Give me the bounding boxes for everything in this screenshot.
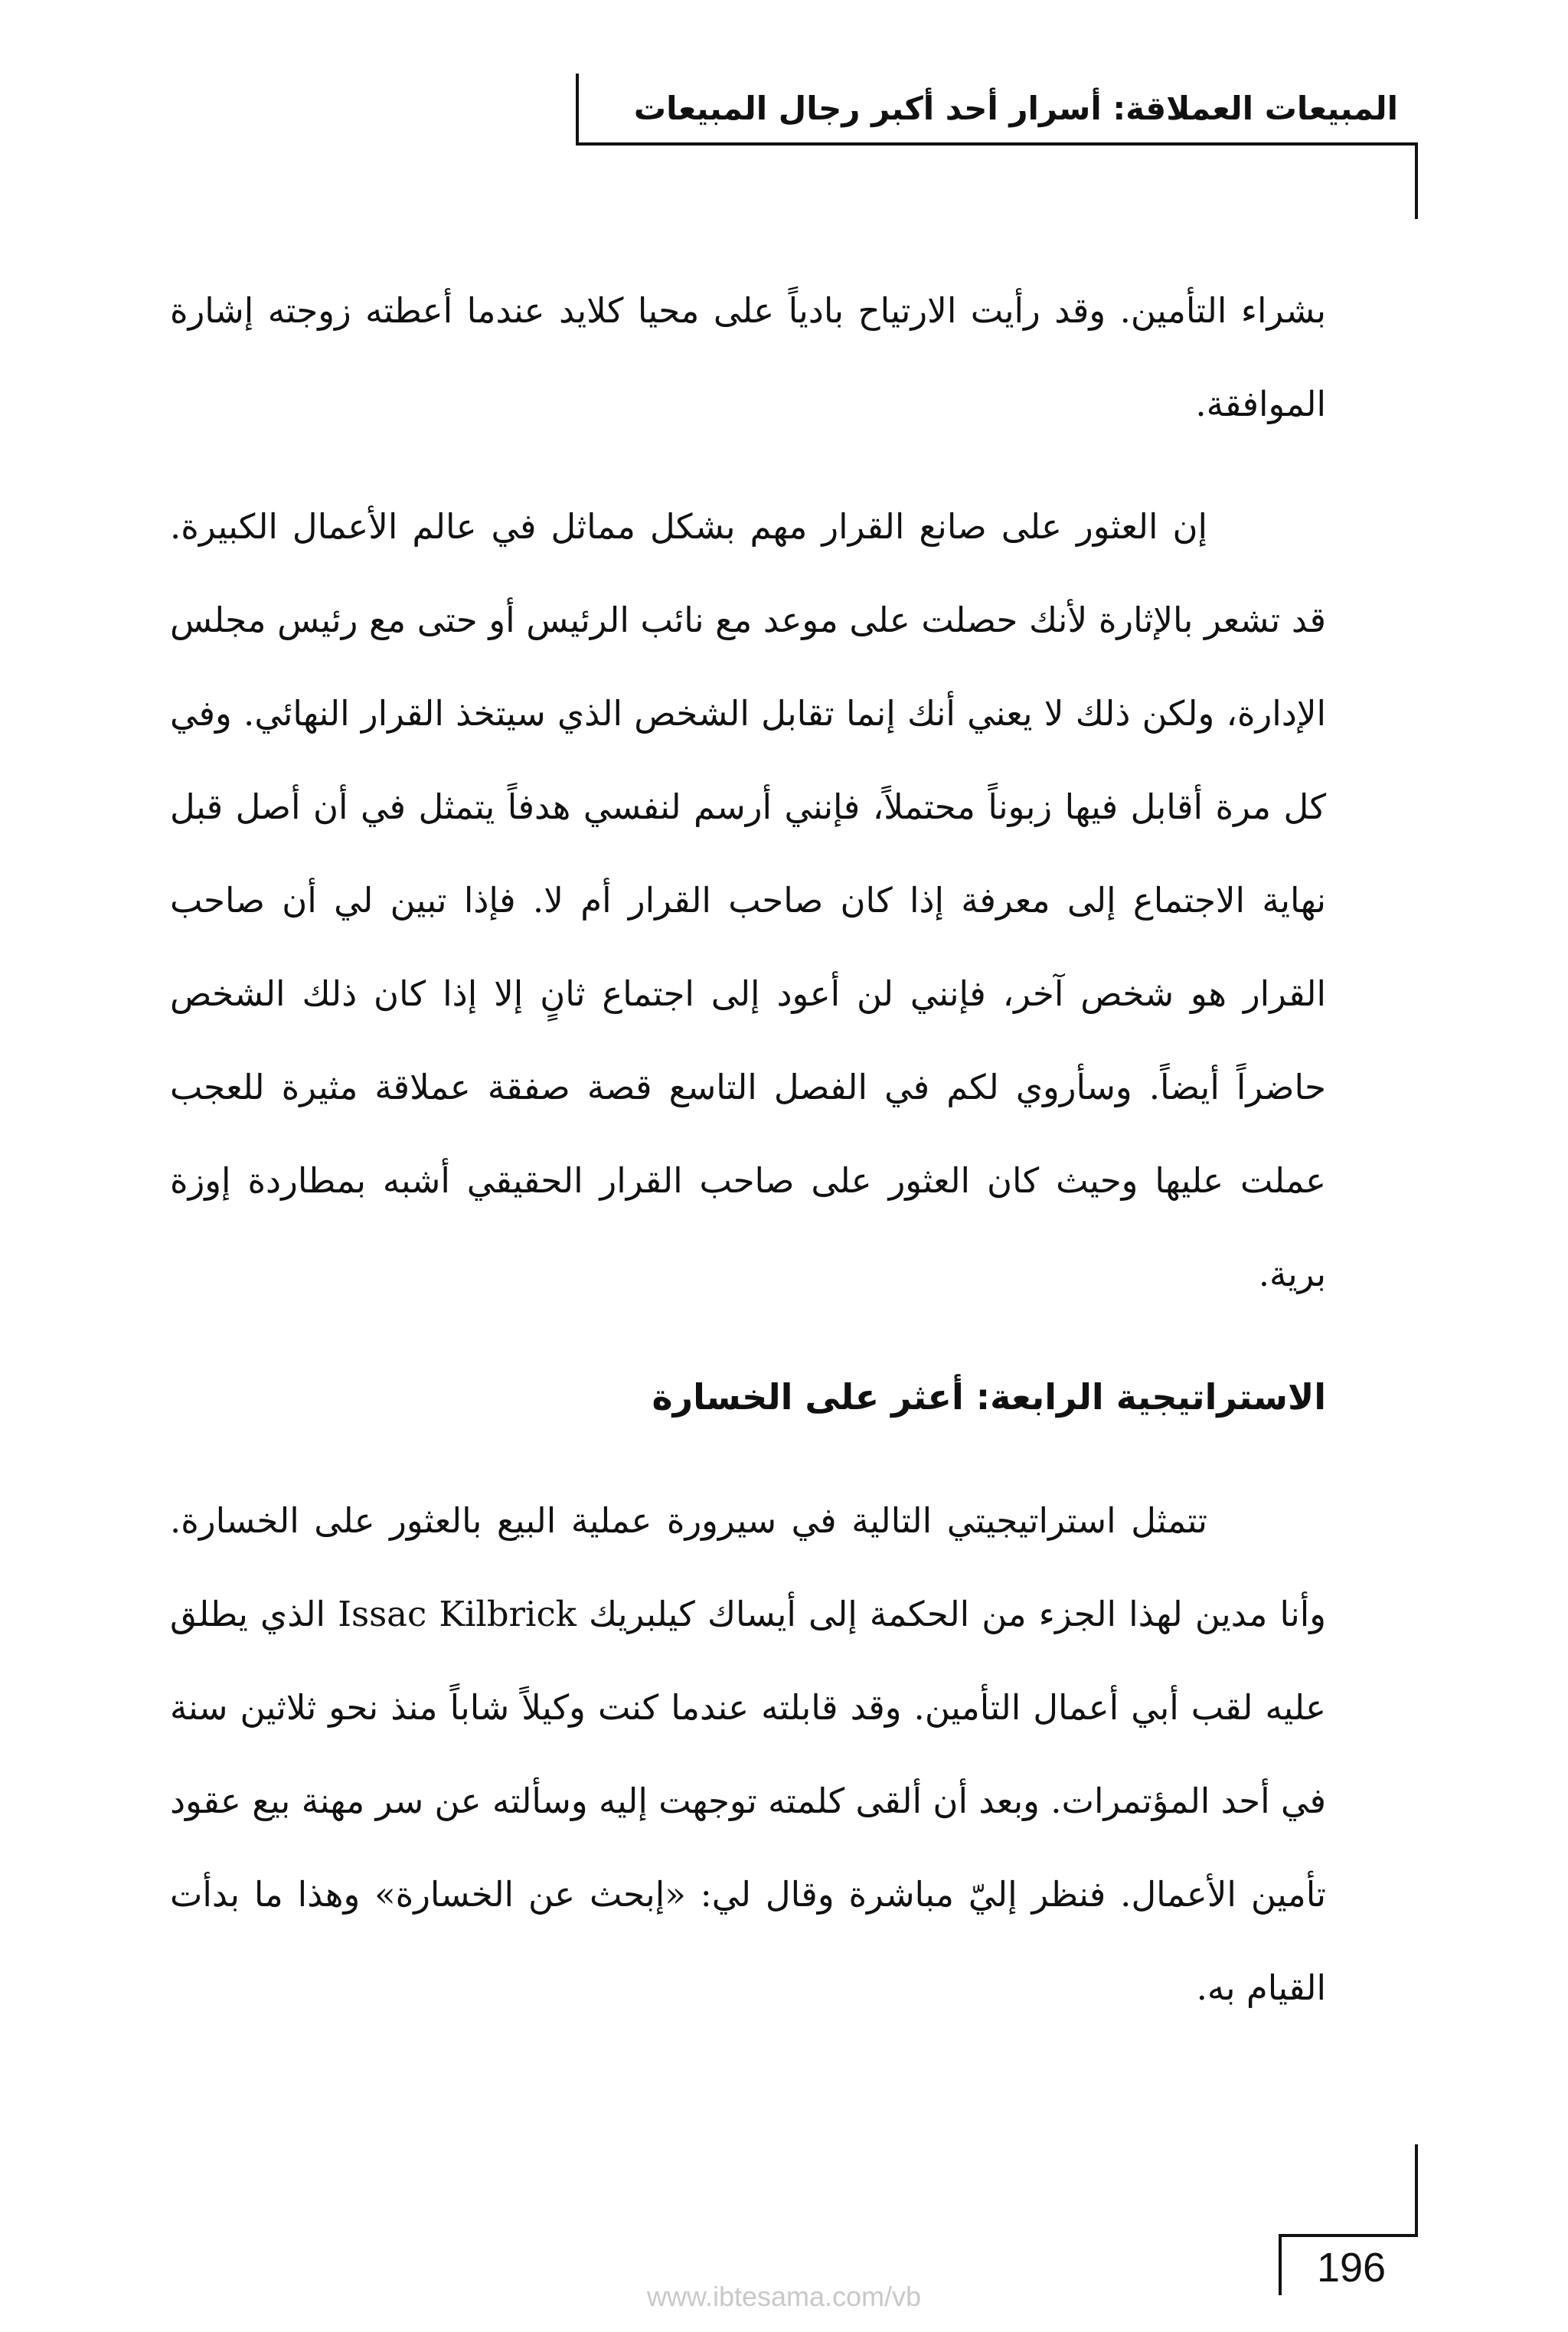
running-header-title: المبيعات العملاقة: أسرار أحد أكبر رجال المبيعات [633,90,1398,127]
body-text [170,264,1326,2035]
section-paragraph: تتمثل استراتيجيتي التالية في سيرورة عملية البيع بالعثور على الخسارة. وأنا مدين لهذا الجزء من الحكمة إلى أيساك كيلبريك Issac Kilbrick الذي يطلق عليه لقب أبي أعمال التأمين. وقد قابلته عندما كنت وكيلاً شاباً منذ نحو ثلاثين سنة في أحد المؤتمرات. وبعد أن ألقى كلمته توجهت إليه وسألته عن سر مهنة بيع عقود تأمين الأعمال. فنظر إليّ مباشرة وقال لي: «إبحث عن الخسارة» وهذا ما بدأت القيام به. [170,1500,1326,2008]
header-rule-left [576,74,579,146]
page-number: 196 [1316,2245,1387,2291]
page-number-rule-top [1279,2234,1418,2237]
paragraph-2: إن العثور على صانع القرار مهم بشكل مماثل في عالم الأعمال الكبيرة. قد تشعر بالإثارة لأنك حصلت على موعد مع نائب الرئيس أو حتى مع رئيس مجلس الإدارة، ولكن ذلك لا يعني أنك إنما تقابل الشخص الذي سيتخذ القرار النهائي. وفي كل مرة أقابل فيها زبوناً محتملاً، فإنني أرسم لنفسي هدفاً يتمثل في أن أصل قبل نهاية الاجتماع إلى معرفة إذا كان صاحب القرار أم لا. فإذا تبين لي أن صاحب القرار هو شخص آخر، فإنني لن أعود إلى اجتماع ثانٍ إلا إذا كان ذلك الشخص حاضراً أيضاً. وسأروي لكم في الفصل التاسع قصة صفقة عملاقة مثيرة للعجب عملت عليها وحيث كان العثور على صاحب القرار الحقيقي أشبه بمطاردة إوزة برية. [170,506,1326,1294]
header-rule-right [1415,142,1418,219]
paragraph-1: بشراء التأمين. وقد رأيت الارتياح بادياً على محيا كلايد عندما أعطته زوجته إشارة الموافقة. [170,290,1326,424]
page-number-rule-right [1415,2144,1418,2236]
watermark-url: www.ibtesama.com/vb [646,2281,922,2312]
header-rule-bottom [576,142,1418,146]
section-heading: الاستراتيجية الرابعة: أعثر على الخسارة [652,1376,1326,1418]
